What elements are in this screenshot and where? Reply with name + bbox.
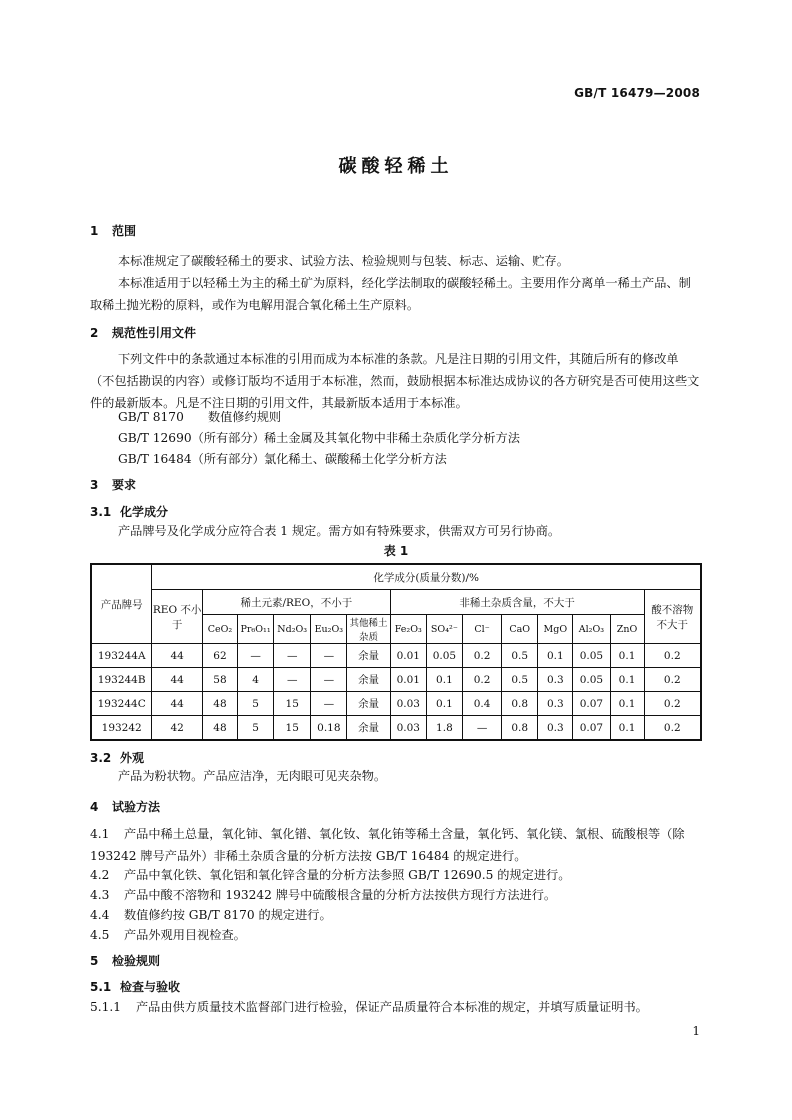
value-cell: — — [274, 644, 311, 668]
value-cell: 0.05 — [426, 644, 462, 668]
grade-cell: 193244C — [91, 692, 152, 716]
value-cell: — — [274, 668, 311, 692]
reference-title: 数值修约规则 — [208, 410, 282, 424]
clause-number: 5.1.1 — [90, 1000, 122, 1014]
appearance-paragraph: 产品为粉状物。产品应洁净，无肉眼可见夹杂物。 — [118, 769, 387, 783]
test-method-item — [90, 904, 702, 926]
test-method-item — [90, 884, 702, 906]
value-cell: 0.03 — [390, 692, 426, 716]
section-number: 1 — [90, 224, 99, 238]
value-cell: 0.03 — [390, 716, 426, 741]
item-number: 4.3 — [90, 888, 110, 902]
normative-paragraph: 下列文件中的条款通过本标准的引用而成为本标准的条款。凡是注日期的引用文件，其随后所有的修改单（不包括勘误的内容）或修订版均不适用于本标准，然而，鼓励根据本标准达成协议的各方研究是否可使用这些文件的最新版本。凡是不注日期的引用文件，其最新版本适用于本标准。 — [90, 352, 700, 410]
reference-item — [118, 428, 520, 449]
value-cell: — — [238, 644, 274, 668]
section-5-heading — [90, 952, 160, 969]
item-number: 4.1 — [90, 827, 110, 841]
value-cell: 0.18 — [311, 716, 347, 741]
value-cell: 0.07 — [573, 692, 610, 716]
reference-title: 稀土金属及其氧化物中非稀土杂质化学分析方法 — [264, 431, 520, 445]
value-cell: — — [311, 644, 347, 668]
column-header: CeO₂ — [202, 615, 237, 644]
value-cell: 0.1 — [538, 644, 573, 668]
table-row — [91, 692, 701, 716]
reference-code: GB/T 16484（所有部分） — [118, 452, 265, 466]
table-row — [91, 668, 701, 692]
header-acid-insoluble: 酸不溶物 不大于 — [644, 590, 701, 644]
value-cell: 5 — [238, 692, 274, 716]
scope-paragraph-1: 本标准规定了碳酸轻稀土的要求、试验方法、检验规则与包装、标志、运输、贮存。 — [118, 254, 569, 268]
clause-5-1-1 — [90, 996, 702, 1018]
reference-title: 氯化稀土、碳酸稀土化学分析方法 — [264, 452, 447, 466]
section-4-heading — [90, 798, 160, 815]
value-cell: — — [311, 668, 347, 692]
column-header: Fe₂O₃ — [390, 615, 426, 644]
value-cell: 44 — [152, 692, 203, 716]
section-title: 要求 — [112, 478, 137, 492]
header-rare-earth: 稀土元素/REO，不小于 — [202, 590, 390, 615]
column-header: Eu₂O₃ — [311, 615, 347, 644]
subsection-3-2-heading — [90, 749, 144, 766]
reference-item — [118, 449, 447, 470]
value-cell: 0.3 — [538, 716, 573, 741]
value-cell: 0.3 — [538, 668, 573, 692]
section-number: 3 — [90, 478, 99, 492]
header-reo: REO 不小于 — [152, 590, 203, 644]
value-cell: 0.2 — [644, 668, 701, 692]
header-chemical-composition: 化学成分(质量分数)/% — [152, 564, 701, 590]
page-number: 1 — [692, 1024, 700, 1038]
value-cell: 0.2 — [644, 692, 701, 716]
item-text: 产品中氧化铁、氧化铝和氧化锌含量的分析方法参照 GB/T 12690.5 的规定进行。 — [124, 868, 571, 882]
value-cell: 1.8 — [426, 716, 462, 741]
value-cell: 0.05 — [573, 644, 610, 668]
test-method-item — [90, 924, 702, 946]
value-cell: — — [462, 716, 501, 741]
reference-code: GB/T 12690（所有部分） — [118, 431, 265, 445]
value-cell: 0.1 — [610, 644, 644, 668]
document-title: 碳酸轻稀土 — [338, 156, 454, 177]
item-text: 产品中稀土总量，氧化铈、氧化镨、氧化钕、氧化铕等稀土含量，氧化钙、氧化镁、氯根、硫酸根等（除 193242 牌号产品外）非稀土杂质含量的分析方法按 GB/T 16484 的规定进行。 — [90, 827, 685, 863]
subsection-title: 检查与验收 — [120, 980, 181, 994]
value-cell: 4 — [238, 668, 274, 692]
value-cell: 0.8 — [502, 692, 538, 716]
item-number: 4.2 — [90, 868, 110, 882]
value-cell: 44 — [152, 668, 203, 692]
column-header: Pr₆O₁₁ — [238, 615, 274, 644]
chemical-composition-paragraph: 产品牌号及化学成分应符合表 1 规定。需方如有特殊要求，供需双方可另行协商。 — [118, 524, 561, 538]
item-number: 4.5 — [90, 928, 110, 942]
section-title: 规范性引用文件 — [112, 326, 197, 340]
value-cell: 0.5 — [502, 668, 538, 692]
value-cell: 0.05 — [573, 668, 610, 692]
table-row — [91, 716, 701, 741]
composition-table — [90, 563, 702, 741]
section-1-heading — [90, 222, 136, 239]
grade-cell: 193242 — [91, 716, 152, 741]
value-cell: 62 — [202, 644, 237, 668]
value-cell: 余量 — [347, 668, 390, 692]
item-number: 4.4 — [90, 908, 110, 922]
table-body — [91, 644, 701, 741]
test-method-item — [90, 823, 702, 867]
scope-paragraph-2: 本标准适用于以轻稀土为主的稀土矿为原料，经化学法制取的碳酸轻稀土。主要用作分离单一稀土产品、制取稀土抛光粉的原料，或作为电解用混合氧化稀土生产原料。 — [90, 276, 691, 312]
reference-item — [118, 407, 281, 428]
subsection-number: 5.1 — [90, 980, 112, 994]
subsection-number: 3.1 — [90, 505, 112, 519]
section-number: 2 — [90, 326, 99, 340]
value-cell: 0.8 — [502, 716, 538, 741]
grade-cell: 193244B — [91, 668, 152, 692]
section-title: 试验方法 — [112, 800, 161, 814]
section-number: 4 — [90, 800, 99, 814]
value-cell: 5 — [238, 716, 274, 741]
value-cell: 余量 — [347, 644, 390, 668]
column-header: Cl⁻ — [462, 615, 501, 644]
value-cell: 0.3 — [538, 692, 573, 716]
subsection-3-1-heading — [90, 503, 168, 520]
value-cell: 0.1 — [610, 692, 644, 716]
value-cell: 0.2 — [644, 644, 701, 668]
subsection-number: 3.2 — [90, 751, 112, 765]
column-header: 其他稀土杂质 — [347, 615, 390, 644]
header-grade: 产品牌号 — [91, 564, 152, 644]
value-cell: 0.1 — [610, 716, 644, 741]
subsection-title: 外观 — [120, 751, 145, 765]
value-cell: 0.2 — [462, 644, 501, 668]
value-cell: 48 — [202, 716, 237, 741]
item-text: 数值修约按 GB/T 8170 的规定进行。 — [124, 908, 332, 922]
table-row — [91, 644, 701, 668]
value-cell: 0.07 — [573, 716, 610, 741]
subsection-5-1-heading — [90, 978, 180, 995]
section-number: 5 — [90, 954, 99, 968]
section-2-heading — [90, 324, 196, 341]
section-title: 范围 — [112, 224, 137, 238]
value-cell: 15 — [274, 716, 311, 741]
value-cell: — — [311, 692, 347, 716]
value-cell: 48 — [202, 692, 237, 716]
column-header: CaO — [502, 615, 538, 644]
value-cell: 0.01 — [390, 644, 426, 668]
item-text: 产品外观用目视检查。 — [124, 928, 246, 942]
section-title: 检验规则 — [112, 954, 161, 968]
value-cell: 0.01 — [390, 668, 426, 692]
section-3-heading — [90, 476, 136, 493]
value-cell: 42 — [152, 716, 203, 741]
value-cell: 余量 — [347, 692, 390, 716]
subsection-title: 化学成分 — [120, 505, 169, 519]
value-cell: 0.4 — [462, 692, 501, 716]
value-cell: 44 — [152, 644, 203, 668]
column-header: MgO — [538, 615, 573, 644]
column-header: ZnO — [610, 615, 644, 644]
header-non-rare-earth: 非稀土杂质含量，不大于 — [390, 590, 644, 615]
value-cell: 0.1 — [426, 668, 462, 692]
value-cell: 0.2 — [462, 668, 501, 692]
value-cell: 余量 — [347, 716, 390, 741]
grade-cell: 193244A — [91, 644, 152, 668]
reference-code: GB/T 8170 — [118, 410, 184, 424]
standard-number: GB/T 16479—2008 — [574, 86, 700, 100]
value-cell: 0.1 — [610, 668, 644, 692]
column-header: SO₄²⁻ — [426, 615, 462, 644]
column-header: Al₂O₃ — [573, 615, 610, 644]
clause-text: 产品由供方质量技术监督部门进行检验，保证产品质量符合本标准的规定，并填写质量证明书。 — [136, 1000, 648, 1014]
test-method-item — [90, 864, 702, 886]
value-cell: 0.1 — [426, 692, 462, 716]
item-text: 产品中酸不溶物和 193242 牌号中硫酸根含量的分析方法按供方现行方法进行。 — [124, 888, 557, 902]
table-caption: 表 1 — [383, 544, 409, 558]
value-cell: 0.5 — [502, 644, 538, 668]
value-cell: 0.2 — [644, 716, 701, 741]
value-cell: 58 — [202, 668, 237, 692]
column-header: Nd₂O₃ — [274, 615, 311, 644]
value-cell: 15 — [274, 692, 311, 716]
